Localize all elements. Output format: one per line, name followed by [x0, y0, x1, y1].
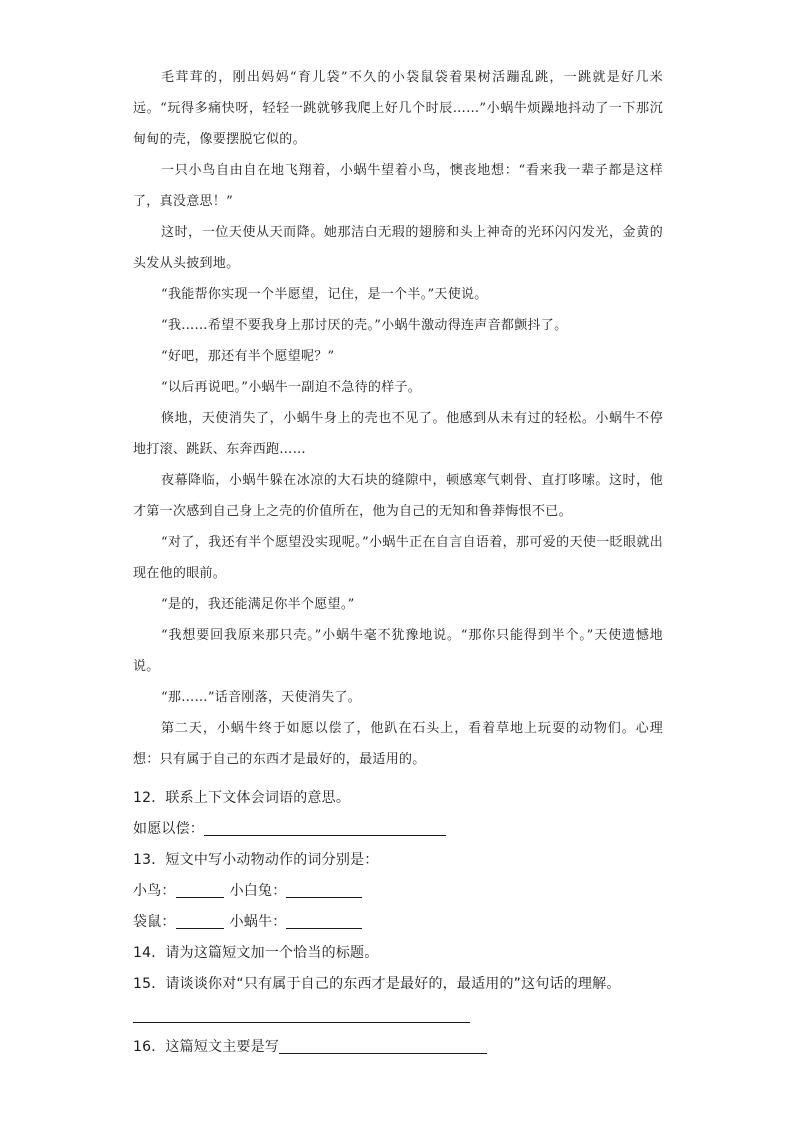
question-12 — [133, 783, 693, 814]
kangaroo-label: 袋鼠： — [133, 914, 176, 930]
snail-label: 小蜗牛： — [229, 914, 287, 930]
story-paragraph-12: “我想要回我原来那只壳。”小蜗牛毫不犹豫地说。“那你只能得到半个。”天使遗憾地说。 — [133, 628, 663, 674]
story-paragraph-3: 这时，一位天使从天而降。她那洁白无瑕的翅膀和头上神奇的光环闪闪发光，金黄的头发从头披到地。 — [133, 225, 663, 271]
question-13 — [133, 845, 693, 876]
question-13-row-1 — [133, 876, 693, 907]
answer-blank-snail[interactable] — [286, 912, 362, 929]
story-paragraph-14: 第二天，小蜗牛终于如愿以偿了，他趴在石头上，看着草地上玩耍的动物们。心理想：只有属于自己的东西才是最好的，最适用的。 — [133, 721, 663, 767]
story-paragraph-1: 毛茸茸的，刚出妈妈“育儿袋”不久的小袋鼠袋着果树活蹦乱跳，一跳就是好几米远。“玩得多痛快呀，轻轻一跳就够我爬上好几个时辰……”小蜗牛烦躁地抖动了一下那沉甸甸的壳，像要摆脱它似的。 — [133, 70, 663, 147]
question-15 — [133, 969, 693, 1000]
term-label: 如愿以偿： — [133, 821, 204, 837]
story-paragraph-13: “那……”话音刚落，天使消失了。 — [161, 690, 362, 705]
story-paragraph-11: “是的，我还能满足你半个愿望。” — [161, 597, 355, 612]
answer-blank-16[interactable] — [279, 1037, 487, 1054]
question-15-text: 15．请谈谈你对“只有属于自己的东西才是最好的，最适用的”这句话的理解。 — [133, 976, 621, 992]
story-paragraph-6: “好吧，那还有半个愿望呢？” — [161, 349, 335, 364]
answer-blank-rabbit[interactable] — [286, 881, 362, 898]
answer-blank-term[interactable] — [204, 819, 446, 836]
bird-label: 小鸟： — [133, 883, 176, 899]
story-paragraph-7: “以后再说吧。”小蜗牛一副迫不急待的样子。 — [161, 380, 422, 395]
question-14 — [133, 938, 693, 969]
question-16-text: 16．这篇短文主要是写 — [133, 1039, 280, 1055]
answer-blank-bird[interactable] — [176, 881, 224, 898]
question-13-row-2 — [133, 907, 693, 938]
question-12-text: 12．联系上下文体会词语的意思。 — [133, 790, 351, 806]
story-paragraph-4: “我能帮你实现一个半愿望，记住，是一个半。”天使说。 — [161, 287, 488, 302]
question-13-text: 13．短文中写小动物动作的词分别是： — [133, 852, 379, 868]
story-paragraph-2: 一只小鸟自由自在地飞翔着，小蜗牛望着小鸟，懊丧地想：“看来我一辈子都是这样了，真没意思！” — [133, 163, 663, 209]
story-text — [133, 62, 663, 775]
question-12-answer-row — [133, 814, 693, 845]
question-16 — [133, 1032, 693, 1063]
story-paragraph-10: “对了，我还有半个愿望没实现呢。”小蜗牛正在自言自语着，那可爱的天使一眨眼就出现在他的眼前。 — [133, 535, 663, 581]
story-paragraph-5: “我……希望不要我身上那讨厌的壳。”小蜗牛激动得连声音都颤抖了。 — [161, 318, 568, 333]
story-paragraph-8: 倏地，天使消失了，小蜗牛身上的壳也不见了。他感到从未有过的轻松。小蜗牛不停地打滚、跳跃、东奔西跑…… — [133, 411, 663, 457]
rabbit-label: 小白兔： — [229, 883, 287, 899]
question-section — [133, 783, 693, 1063]
story-paragraph-9: 夜幕降临，小蜗牛躲在冰凉的大石块的缝隙中，顿感寒气刺骨、直打哆嗦。这时，他才第一次感到自己身上之壳的价值所在，他为自己的无知和鲁莽悔恨不已。 — [133, 473, 663, 519]
answer-blank-kangaroo[interactable] — [176, 912, 224, 929]
question-14-text: 14．请为这篇短文加一个恰当的标题。 — [133, 945, 379, 961]
